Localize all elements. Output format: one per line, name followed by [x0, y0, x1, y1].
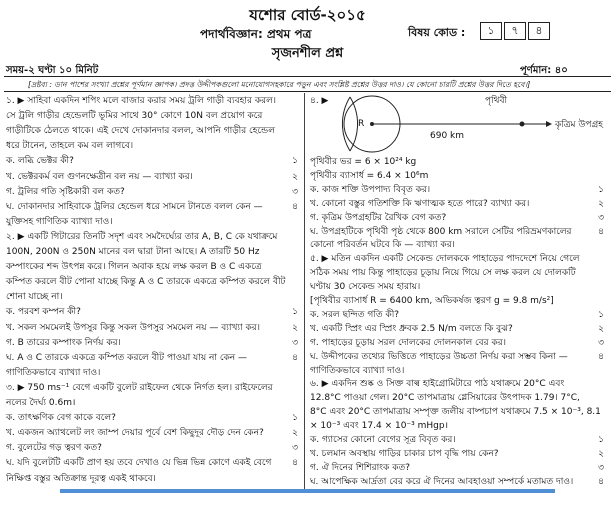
right-line: খ. চলমান অবস্থায় গাড়ির চাকার চাপ বৃদ্ধি পায় কেন?: [310, 448, 499, 459]
center-label: R: [358, 119, 365, 129]
right-line: × 10⁻³ এবং 17.4 × 10⁻³ mHgp।: [310, 421, 449, 432]
right-line: পৃথিবীর ভর = 6 × 10²⁴ kg: [310, 157, 417, 167]
right-line: ঘ. আপেক্ষিক আর্দ্রতা বের করে ঐ দিনের আবহাওয়া সম্পর্কে মতামত দাও।: [310, 476, 574, 487]
column-divider: [304, 93, 305, 490]
bottom-accent-bar: [60, 489, 555, 493]
right-line: কোনো পরিবর্তন ঘটবে কি — ব্যাখ্যা কর।: [310, 240, 455, 251]
right-line: ক. গ্যাসের কোনো বেগের সূত্র বিবৃত কর।: [310, 435, 456, 445]
marks-value: ৪: [598, 351, 604, 362]
left-line: গ. ট্রলির গতি সৃষ্টিকারী বল কত?: [6, 186, 125, 197]
left-line: ক. পরবশ কম্পন কী?: [6, 307, 81, 318]
marks-value: ২: [292, 428, 298, 439]
marks-value: ২: [292, 322, 298, 333]
right-line: সঠিক সময় পায় কিন্তু পাহাড়ের চূড়ায় নিয়ে গিয়ে সে লক্ষ করল যে দোলকটি: [310, 268, 576, 279]
marks-value: ২: [292, 171, 298, 182]
left-line: ঘ. দোকানদার সাহিবাকে ট্রলির হেন্ডেল ধরে সামনে টানতে বলল কেন —: [6, 201, 263, 212]
marks-value: ৩: [598, 212, 604, 223]
left-line: গাড়ীটিকে ঠেলতে থাকে। এই দেখে দোকানদার বলল, আপনি গাড়ীর হেন্ডেল: [6, 126, 275, 137]
left-line: গাণিতিকভাবে ব্যাখ্যা দাও।: [6, 367, 101, 378]
right-line: ঘণ্টায় 30 সেকেন্ড সময় হারায়।: [310, 282, 421, 293]
right-line: গাণিতিকভাবে ব্যাখ্যা দাও।: [310, 365, 405, 376]
left-line: ২. ▶ একটি গিটারের তিনটি সদৃশ এবং সমদৈর্ঘ্যের তার A, B, C কে যথাক্রমে: [6, 231, 278, 242]
marks-value: ৪: [292, 458, 298, 469]
left-line: ১. ▶ সাহিবা একদিন শপিং মলে বাজার করার সময় ট্রলি গাড়ী ব্যবহার করল।: [6, 96, 277, 106]
earth-label: পৃথিবী: [485, 96, 508, 106]
left-line: কম্পাংকের শব্দ উৎপন্ন করে। গিলন অবাক হয়ে লক্ষ করল B ও C একত্রে: [6, 262, 262, 273]
left-line: নিক্ষিপ্ত বস্তুর অতিক্রান্ত দূরত্ব একই থাকবে।: [6, 473, 156, 484]
right-line: খ. একটি স্প্রিং এর স্প্রিং ধ্রুবক 2.5 N/m বলতে কি বুঝ?: [310, 323, 513, 334]
instructions: [দ্রষ্টব্য : ডান পাশের সংখ্যা প্রশ্নের পূর্ণমান জ্ঞাপক। প্রদত্ত উদ্দীপকগুলো মনোযোগসহকারে পড়ুন এবং সংশ্লিষ্ট প্রশ্নের উত্তর দাও। যে কোনো চারটি প্রশ্নের উত্তর দিতে হবে।]: [28, 80, 531, 89]
right-line: পৃথিবীর ব্যাসার্ধ = 6.4 × 10⁶m: [310, 170, 429, 181]
left-line: খ. একজন অ্যাথলেট লং জাম্প দেয়ার পূর্বে বেশ কিছুদূর দৌড় দেন কেন?: [6, 428, 264, 439]
subject-code-digit: ৭: [504, 22, 526, 40]
distance-label: 690 km: [430, 131, 465, 141]
right-line: গ. ঐ দিনের শিশিরাংক কত?: [310, 462, 411, 473]
right-line: 8°C এবং 20°C তাপমাত্রায় সম্পৃক্ত জলীয় বাষ্পচাপ যথাক্রমে 7.5 × 10⁻³, 8.1: [310, 407, 601, 418]
right-line: ৬. ▶ একদিন শুষ্ক ও সিক্ত বাল্ব হাইগ্রোমিটারে পাঠ যথাক্রমে 20°C এবং: [310, 379, 565, 390]
marks-value: ১: [292, 307, 298, 318]
left-line: ৩. ▶ 750 ms⁻¹ বেগে একটি বুলেট রাইফেল থেকে নির্গত হল। রাইফেলের: [6, 382, 273, 393]
marks-value: ৩: [598, 337, 604, 348]
marks-value: ১: [598, 309, 604, 320]
marks-value: ২: [598, 448, 604, 459]
left-line: নলের দৈর্ঘ্য 0.6m।: [6, 398, 76, 408]
left-line: কম্পিত করলে বীট পোনা যাচ্ছে কিন্তু A ও C তারকে একত্রে কম্পিত করলে বীট: [6, 277, 286, 288]
left-line: ক. তাৎক্ষণিক বেগ কাকে বলে?: [6, 413, 116, 424]
right-line: ঘ. উপগ্রহটিকে পৃথিবী পৃষ্ঠ থেকে 800 km সরালে সেটির পরিভ্রমণকালের: [310, 226, 572, 237]
left-line: খ. সকল সমমেলই উপসুর কিন্তু সকল উপসুর সমমেল নয় — ব্যাখ্যা কর।: [6, 322, 260, 333]
right-line: ঘ. উদ্দীপকের তথ্যের ভিত্তিতে পাহাড়ের উচ্চতা নির্ণয় করা সম্ভব কিনা —: [310, 351, 568, 362]
left-line: গ. বুলেটের গড় ত্বরণ কত?: [6, 443, 102, 454]
marks-value: ৪: [292, 352, 298, 363]
marks-value: ৪: [292, 201, 298, 212]
left-line: খ. ভেক্টরকর্ম বল গুণনক্ষেত্রীন বল নয় — ব্যাখ্যা কর।: [6, 171, 193, 182]
subject-code-digit: ৪: [528, 22, 550, 40]
right-line: গ. কৃত্রিম উপগ্রহটির রৈখিক বেগ কত?: [310, 212, 447, 223]
right-line: 12.8°C পাওয়া গেল। 20°C তাপমাত্রায় গ্লেসিয়ারের উৎপাদক 1.79। 7°C,: [310, 393, 580, 404]
full-marks: পূর্ণমান: ৪০: [520, 65, 568, 76]
left-line: সে ট্রলি গাড়ীর হেন্ডেলটি ভূমির সাথে 30° কোণে 10N বল প্রয়োগ করে: [6, 111, 263, 122]
marks-value: ৩: [292, 186, 298, 197]
left-line: শোনা যাচ্ছে না।: [6, 292, 63, 303]
marks-value: ১: [292, 413, 298, 424]
left-line: যুক্তিসহ গাণিতিক ব্যাখ্যা দাও।: [6, 216, 113, 227]
left-line: গ. B তারের কম্পাংক নির্ণয় কর।: [6, 337, 121, 348]
marks-value: ৩: [598, 462, 604, 473]
left-line: ধরে টানেন, তাহলে কম বল লাগবে।: [6, 141, 134, 152]
marks-value: ৩: [292, 337, 298, 348]
satellite-diagram: [310, 93, 603, 155]
right-line: ক. কাজ শক্তি উপপাদ্য বিবৃত কর।: [310, 184, 431, 195]
right-line: খ. কোনো বস্তুর গতিশক্তি কি ঋণাত্মক হতে পারে? ব্যাখ্যা কর।: [310, 198, 530, 209]
header-rule: [4, 76, 611, 77]
left-line: 100N, 200N ও 250N মানের বল দ্বারা টানা আছে। A তারটি 50 Hz: [6, 247, 260, 257]
board-title: যশোর বোর্ড-২০১৫: [249, 6, 366, 24]
right-line: ক. সরল ছন্দিত গতি কী?: [310, 309, 400, 320]
exam-time: সময়-২ ঘণ্টা ১০ মিনিট: [6, 65, 99, 76]
marks-value: ১: [598, 435, 604, 445]
right-line: ৫. ▶ মতিন একদিন একটি সেকেন্ড দোলককে পাহাড়ের পাদদেশে নিয়ে গেলে: [310, 254, 580, 265]
left-line: ক. লব্ধি ভেক্টর কী?: [6, 156, 74, 167]
right-line: [পৃথিবীর ব্যাসার্ধ R = 6400 km, অভিকর্ষজ ত্বরণ g = 9.8 m/s²]: [310, 296, 554, 306]
left-line: ঘ. A ও C তারকে একত্রে কম্পিত করলে বীট পাওয়া যায় না কেন —: [6, 352, 248, 363]
question-4-label: ৪. ▶: [310, 96, 329, 106]
instructions-rule: [4, 91, 611, 92]
left-line: ঘ. যদি বুলেটটি একটি প্রাণ হয় তবে দেখাও যে ভিন্ন ভিন্ন কোণে একই বেগে: [6, 458, 272, 469]
marks-value: ১: [598, 184, 604, 195]
marks-value: ২: [598, 323, 604, 334]
satellite-label: কৃত্রিম উপগ্রহ: [555, 120, 603, 130]
marks-value: ৪: [598, 476, 604, 487]
marks-value: ২: [598, 198, 604, 209]
marks-value: ৩: [292, 443, 298, 454]
paper-subtitle: সৃজনশীল প্রশ্ন: [271, 46, 344, 61]
subject-title: পদার্থবিজ্ঞান: প্রথম পত্র: [200, 27, 312, 41]
marks-value: ১: [292, 156, 298, 167]
subject-code-digit: ১: [480, 22, 502, 40]
subject-code-label: বিষয় কোড :: [408, 26, 466, 39]
right-line: গ. পাহাড়ের চূড়ায় সরল দোলকের দোলনকাল বের কর।: [310, 337, 506, 348]
marks-value: ৪: [598, 226, 604, 237]
